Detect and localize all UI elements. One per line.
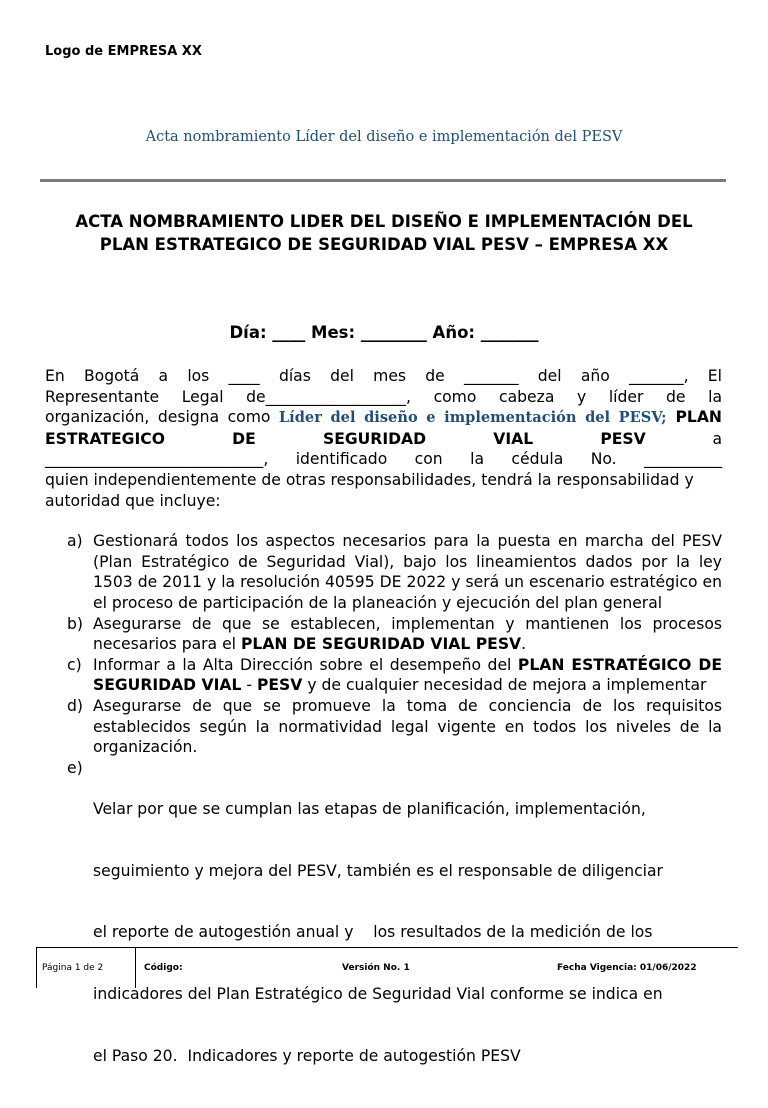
list-marker: e) <box>67 758 83 777</box>
version-label: Versión No. 1 <box>342 963 410 973</box>
page-number: Página 1 de 2 <box>42 963 104 973</box>
page-footer <box>36 947 738 988</box>
footer-divider <box>135 948 136 988</box>
list-marker: c) <box>67 655 82 674</box>
intro-line-7: autoridad que incluye: <box>45 491 221 510</box>
document-code-label: Código: <box>144 963 183 973</box>
list-item-e <box>45 758 722 1108</box>
list-item-d <box>45 696 722 758</box>
list-item-a <box>45 531 722 613</box>
list-item-text <box>93 758 722 1108</box>
responsibilities-list <box>45 531 722 1108</box>
plan-name-bold: ESTRATEGICO DE SEGURIDAD VIAL PESV <box>45 429 646 448</box>
list-item-c <box>45 655 722 696</box>
item-e-line-1: Velar por que se cumplan las etapas de planificación, implementación, <box>93 799 646 818</box>
item-c-end: y de cualquier necesidad de mejora a implementar <box>302 676 707 695</box>
list-marker: d) <box>67 696 83 715</box>
item-e-line-4: indicadores del Plan Estratégico de Seguridad Vial conforme se indica en <box>93 985 663 1004</box>
list-marker: a) <box>67 532 83 551</box>
list-item-text <box>93 655 722 696</box>
intro-line-3-bold: PLAN <box>666 408 722 427</box>
intro-line-4 <box>45 429 722 450</box>
item-b-text: Asegurarse de que se establecen, implementan y mantienen los procesos necesarios para el <box>93 614 722 654</box>
header-divider <box>40 179 726 182</box>
document-title <box>40 210 728 256</box>
item-c-bold-2: PESV <box>256 676 303 695</box>
intro-line-4-text: a <box>645 429 722 448</box>
footer-divider <box>36 948 37 988</box>
list-item-text: Asegurarse de que se promueve la toma de conciencia de los requisitos establecidos según la normatividad legal vigente en todos los niveles de la organización. <box>93 696 722 757</box>
intro-line-5: ____________________________, identificado con la cédula No. __________ <box>45 450 722 469</box>
intro-line-1: En Bogotá a los ____ días del mes de _______ del año _______, El <box>45 367 722 385</box>
intro-line-3 <box>45 407 722 429</box>
list-marker: b) <box>67 614 83 633</box>
list-item-text: Gestionará todos los aspectos necesarios para la puesta en marcha del PESV (Plan Estratégico de Seguridad Vial), bajo los lineamientos dados por la ley 1503 de 2011 y la resolución 40595 DE 2022 y será un escenario estratégico en el proceso de participación de la planeación y ejecución del plan general <box>93 532 722 612</box>
list-item-b <box>45 614 722 655</box>
item-b-end: . <box>521 635 527 654</box>
item-c-dash: - <box>241 676 257 695</box>
effective-date-label: Fecha Vigencia: 01/06/2022 <box>557 963 697 973</box>
intro-paragraph <box>45 366 722 511</box>
document-body <box>45 366 722 1108</box>
intro-line-2: Representante Legal de__________________, como cabeza y líder de la <box>45 387 722 406</box>
title-line-1: ACTA NOMBRAMIENTO LIDER DEL DISEÑO E IMPLEMENTACIÓN DEL <box>75 212 693 231</box>
item-e-line-2: seguimiento y mejora del PESV, también es el responsable de diligenciar <box>93 861 663 880</box>
item-c-text: Informar a la Alta Dirección sobre el desempeño del <box>93 655 518 674</box>
document-subtitle: Acta nombramiento Líder del diseño e implementación del PESV <box>145 129 623 145</box>
item-b-bold: PLAN DE SEGURIDAD VIAL PESV <box>240 635 522 654</box>
item-c-bold-1: PLAN ESTRATÉGICO DE SEGURIDAD VIAL <box>93 655 722 695</box>
item-e-line-3: el reporte de autogestión anual y los resultados de la medición de los <box>93 923 653 942</box>
intro-line-3-text: organización, designa como <box>45 408 279 427</box>
date-fields-line: Día: ____ Mes: ________ Año: _______ <box>229 323 539 342</box>
intro-line-6: quien independientemente de otras responsabilidades, tendrá la responsabilidad y <box>45 470 694 489</box>
leader-role-text: Líder del diseño e implementación del PESV; <box>278 409 667 427</box>
item-e-line-5: el Paso 20. Indicadores y reporte de autogestión PESV <box>93 1047 521 1065</box>
list-item-text <box>93 614 722 655</box>
title-line-2: PLAN ESTRATEGICO DE SEGURIDAD VIAL PESV – EMPRESA XX <box>99 235 669 254</box>
company-logo-placeholder: Logo de EMPRESA XX <box>45 44 202 59</box>
